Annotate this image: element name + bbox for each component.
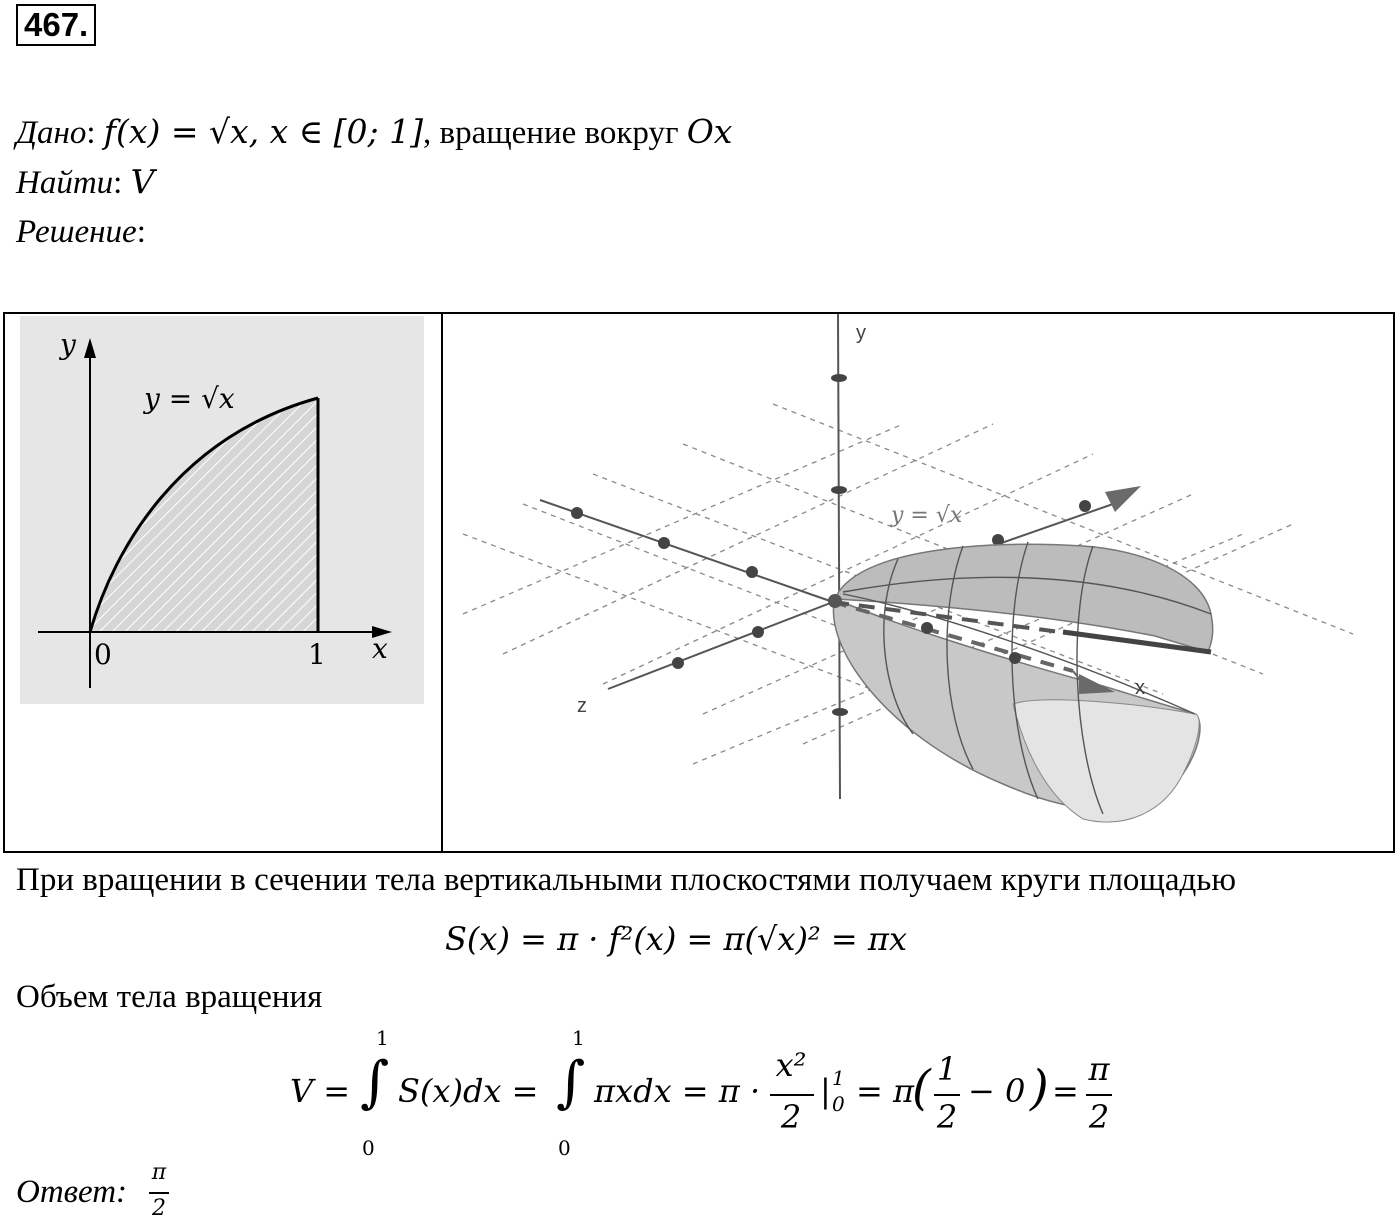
curve-label: y = √x (144, 382, 235, 415)
tick-0: 0 (94, 638, 112, 671)
fraction-x2-numerator: x² (775, 1046, 807, 1084)
equals-sign: = (1052, 1072, 1079, 1110)
given-line: Дано: f(x) = √x, x ∈ [0; 1], вращение вокруг Ox (16, 112, 733, 151)
integral-sign-2: ∫ (556, 1050, 586, 1115)
fraction-x2-denominator: 2 (780, 1098, 802, 1136)
curve-axis-arrow (1105, 486, 1141, 512)
x-axis-label: x (372, 632, 388, 665)
evaluation-lower: 0 (832, 1092, 845, 1116)
solution-line: Решение: (16, 214, 146, 250)
x-point-1 (921, 622, 933, 634)
find-label: Найти (16, 165, 114, 201)
given-expression: f(x) = √x, x ∈ [0; 1] (103, 112, 423, 151)
paren-open: ( (912, 1060, 931, 1116)
given-rest: , вращение вокруг (423, 115, 679, 151)
solution-label: Решение (16, 214, 137, 250)
find-value: V (130, 162, 155, 201)
x-axis-3d-arrow (1079, 674, 1115, 694)
fraction-x2-bar (770, 1094, 814, 1096)
given-axis: Ox (686, 112, 733, 151)
region-plot (20, 316, 424, 704)
y-axis-label: y (60, 328, 76, 361)
fraction-half-numerator: 1 (936, 1050, 958, 1088)
answer-label: Ответ: (16, 1174, 128, 1210)
y-axis-3d (838, 314, 840, 799)
evaluation-upper: 1 (832, 1066, 845, 1090)
fraction-pi-numerator: π (1088, 1050, 1110, 1088)
x-point-2 (1009, 652, 1021, 664)
x-axis-3d-label: x (1135, 677, 1145, 699)
paragraph-sections: При вращении в сечении тела вертикальными плоскостями получаем круги площадью (16, 862, 1236, 898)
fraction-half-bar (934, 1094, 960, 1096)
z-axis-3d-label: z (577, 695, 587, 717)
integral-1-body: S(x)dx = (398, 1072, 539, 1110)
origin-point (828, 594, 842, 608)
answer-denominator: 2 (152, 1196, 166, 1221)
answer-fraction-bar (149, 1192, 169, 1194)
fraction-pi-denominator: 2 (1088, 1098, 1110, 1136)
integral-1-upper: 1 (376, 1026, 389, 1050)
evaluation-bar: | (820, 1072, 831, 1110)
formula-mid: = π (856, 1072, 915, 1110)
tick-1: 1 (308, 638, 326, 671)
integral-2-body: πxdx = π · (594, 1072, 761, 1110)
minus-zero: − 0 (968, 1072, 1026, 1110)
find-line: Найти: V (16, 162, 155, 201)
paragraph-volume: Объем тела вращения (16, 979, 323, 1015)
problem-number: 467. (16, 4, 96, 46)
curve-3d-label: y = √x (891, 503, 963, 528)
integral-sign-1: ∫ (360, 1050, 390, 1115)
fraction-pi-bar (1086, 1094, 1112, 1096)
integral-1-lower: 0 (362, 1136, 375, 1160)
y-axis-3d-label: y (856, 322, 866, 344)
fraction-half-denominator: 2 (936, 1098, 958, 1136)
z-axis-front (608, 602, 833, 689)
answer-numerator: π (151, 1160, 167, 1185)
z-axis-back (540, 500, 833, 602)
revolution-3d-plot (443, 314, 1393, 851)
paren-close: ) (1030, 1060, 1049, 1116)
solid-end-face (1013, 700, 1199, 822)
area-formula: S(x) = π · f²(x) = π(√x)² = πx (445, 920, 907, 958)
volume-lhs: V = (290, 1072, 351, 1110)
given-label: Дано (16, 115, 87, 151)
integral-2-upper: 1 (572, 1026, 585, 1050)
integral-2-lower: 0 (558, 1136, 571, 1160)
